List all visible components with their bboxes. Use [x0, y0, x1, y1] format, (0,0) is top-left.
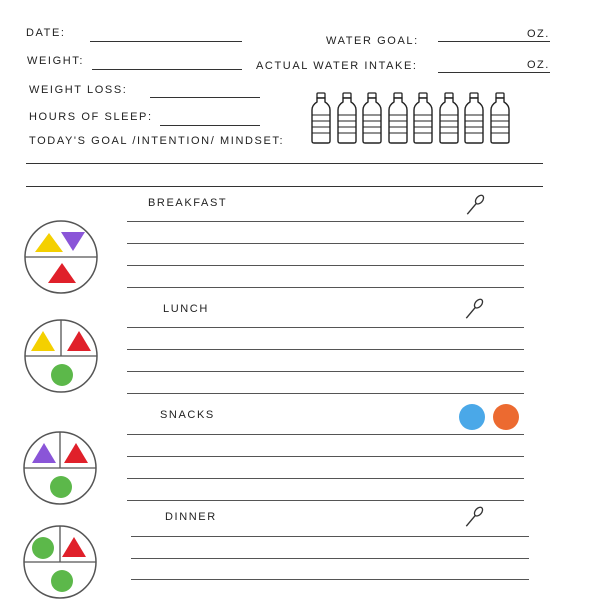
dinner-plate-icon [22, 524, 98, 600]
breakfast-line-2[interactable] [127, 243, 524, 244]
breakfast-line-1[interactable] [127, 221, 524, 222]
goal-line-1[interactable] [26, 163, 543, 164]
breakfast-plate-icon [23, 219, 99, 295]
lunch-label: LUNCH [163, 303, 209, 315]
snacks-label: SNACKS [160, 409, 215, 421]
water-intake-field[interactable] [438, 72, 550, 73]
date-label: DATE: [26, 27, 66, 39]
snacks-line-2[interactable] [127, 456, 524, 457]
snacks-line-3[interactable] [127, 478, 524, 479]
lunch-line-3[interactable] [127, 371, 524, 372]
lunch-line-2[interactable] [127, 349, 524, 350]
water-goal-unit: OZ. [527, 28, 550, 40]
snacks-plate-icon [22, 430, 98, 506]
water-bottle-icon[interactable] [412, 92, 434, 144]
snack-dots-icon [457, 402, 523, 432]
lunch-line-1[interactable] [127, 327, 524, 328]
breakfast-line-4[interactable] [127, 287, 524, 288]
water-bottle-icon[interactable] [387, 92, 409, 144]
goal-line-2[interactable] [26, 186, 543, 187]
water-intake-unit: OZ. [527, 59, 550, 71]
sleep-field[interactable] [160, 125, 260, 126]
lunch-plate-icon [23, 318, 99, 394]
water-goal-label: WATER GOAL: [326, 35, 419, 47]
water-bottle-icon[interactable] [310, 92, 332, 144]
water-bottle-icon[interactable] [463, 92, 485, 144]
weight-loss-field[interactable] [150, 97, 260, 98]
water-bottle-icon[interactable] [438, 92, 460, 144]
water-bottle-icon[interactable] [336, 92, 358, 144]
goal-label: TODAY'S GOAL /INTENTION/ MINDSET: [29, 135, 285, 147]
date-field[interactable] [90, 41, 242, 42]
spoon-icon [462, 192, 488, 218]
spoon-icon [461, 504, 487, 530]
breakfast-label: BREAKFAST [148, 197, 228, 209]
water-bottle-icon[interactable] [361, 92, 383, 144]
spoon-icon [461, 296, 487, 322]
water-bottle-icon[interactable] [489, 92, 511, 144]
water-intake-label: ACTUAL WATER INTAKE: [256, 60, 418, 72]
weight-loss-label: WEIGHT LOSS: [29, 84, 128, 96]
dinner-line-1[interactable] [131, 536, 529, 537]
sleep-label: HOURS OF SLEEP: [29, 111, 153, 123]
dinner-label: DINNER [165, 511, 217, 523]
water-goal-field[interactable] [438, 41, 550, 42]
lunch-line-4[interactable] [127, 393, 524, 394]
snacks-line-1[interactable] [127, 434, 524, 435]
dinner-line-3[interactable] [131, 579, 529, 580]
weight-field[interactable] [92, 69, 242, 70]
dinner-line-2[interactable] [131, 558, 529, 559]
water-bottles [310, 92, 535, 144]
breakfast-line-3[interactable] [127, 265, 524, 266]
weight-label: WEIGHT: [27, 55, 85, 67]
snacks-line-4[interactable] [127, 500, 524, 501]
